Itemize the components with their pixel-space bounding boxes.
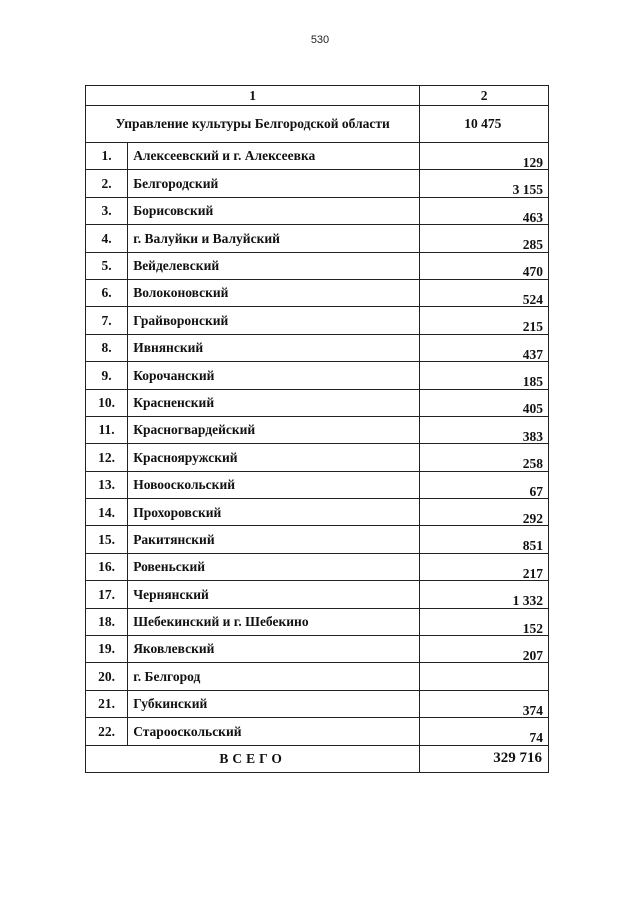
row-number: 17. (86, 581, 128, 608)
district-value: 3 155 (420, 170, 549, 197)
district-name: Новооскольский (128, 471, 420, 498)
table-row (86, 279, 549, 306)
table-body (86, 86, 549, 773)
district-name: Грайворонский (128, 307, 420, 334)
row-number: 9. (86, 362, 128, 389)
table-row (86, 307, 549, 334)
row-number: 21. (86, 690, 128, 717)
organization-name: Управление культуры Белгородской области (86, 106, 420, 143)
table-row (86, 471, 549, 498)
table-row (86, 334, 549, 361)
row-number: 5. (86, 252, 128, 279)
row-number: 6. (86, 279, 128, 306)
district-name: Чернянский (128, 581, 420, 608)
district-name: г. Белгород (128, 663, 420, 690)
row-number: 1. (86, 143, 128, 170)
row-number: 3. (86, 197, 128, 224)
district-name: Красногвардейский (128, 416, 420, 443)
district-name: Алексеевский и г. Алексеевка (128, 143, 420, 170)
row-number: 15. (86, 526, 128, 553)
row-number: 4. (86, 225, 128, 252)
table-row (86, 608, 549, 635)
table-row (86, 553, 549, 580)
district-name: Вейделевский (128, 252, 420, 279)
district-name: Ракитянский (128, 526, 420, 553)
district-value: 215 (420, 307, 549, 334)
table-row (86, 389, 549, 416)
district-value: 152 (420, 608, 549, 635)
district-name: Красненский (128, 389, 420, 416)
district-value: 463 (420, 197, 549, 224)
row-number: 19. (86, 636, 128, 663)
district-value: 129 (420, 143, 549, 170)
row-number: 18. (86, 608, 128, 635)
table-row (86, 663, 549, 690)
district-value: 470 (420, 252, 549, 279)
district-value: 851 (420, 526, 549, 553)
district-value: 524 (420, 279, 549, 306)
table-row (86, 170, 549, 197)
column-header-2: 2 (420, 86, 549, 106)
table-row (86, 718, 549, 745)
district-value: 292 (420, 499, 549, 526)
district-name: Борисовский (128, 197, 420, 224)
table-row (86, 362, 549, 389)
row-number: 8. (86, 334, 128, 361)
row-number: 7. (86, 307, 128, 334)
organization-row (86, 106, 549, 143)
district-name: Шебекинский и г. Шебекино (128, 608, 420, 635)
district-name: Ивнянский (128, 334, 420, 361)
table-row (86, 636, 549, 663)
table-row (86, 444, 549, 471)
row-number: 16. (86, 553, 128, 580)
table-row (86, 690, 549, 717)
district-value: 383 (420, 416, 549, 443)
district-value (420, 663, 549, 690)
table-row (86, 252, 549, 279)
table-row (86, 225, 549, 252)
table-row (86, 581, 549, 608)
district-value: 285 (420, 225, 549, 252)
district-value: 437 (420, 334, 549, 361)
district-name: Губкинский (128, 690, 420, 717)
row-number: 20. (86, 663, 128, 690)
page-number: 530 (310, 34, 330, 46)
row-number: 11. (86, 416, 128, 443)
row-number: 12. (86, 444, 128, 471)
row-number: 14. (86, 499, 128, 526)
district-value: 67 (420, 471, 549, 498)
district-name: Краснояружский (128, 444, 420, 471)
table-header-row (86, 86, 549, 106)
table-row (86, 416, 549, 443)
district-value: 217 (420, 553, 549, 580)
district-name: Корочанский (128, 362, 420, 389)
district-name: Волоконовский (128, 279, 420, 306)
table-row (86, 499, 549, 526)
district-name: Ровеньский (128, 553, 420, 580)
district-value: 258 (420, 444, 549, 471)
district-value: 1 332 (420, 581, 549, 608)
district-value: 207 (420, 636, 549, 663)
district-name: Старооскольский (128, 718, 420, 745)
row-number: 2. (86, 170, 128, 197)
district-value: 74 (420, 718, 549, 745)
table-row (86, 526, 549, 553)
table-row (86, 197, 549, 224)
district-value: 374 (420, 690, 549, 717)
table-row (86, 143, 549, 170)
district-value: 405 (420, 389, 549, 416)
organization-value: 10 475 (420, 106, 549, 143)
district-name: Белгородский (128, 170, 420, 197)
row-number: 10. (86, 389, 128, 416)
district-name: г. Валуйки и Валуйский (128, 225, 420, 252)
row-number: 22. (86, 718, 128, 745)
total-value: 329 716 (420, 745, 549, 772)
total-label: ВСЕГО (86, 745, 420, 772)
district-name: Яковлевский (128, 636, 420, 663)
district-name: Прохоровский (128, 499, 420, 526)
row-number: 13. (86, 471, 128, 498)
total-row (86, 745, 549, 772)
column-header-1: 1 (86, 86, 420, 106)
district-value: 185 (420, 362, 549, 389)
allocation-table (85, 85, 549, 773)
